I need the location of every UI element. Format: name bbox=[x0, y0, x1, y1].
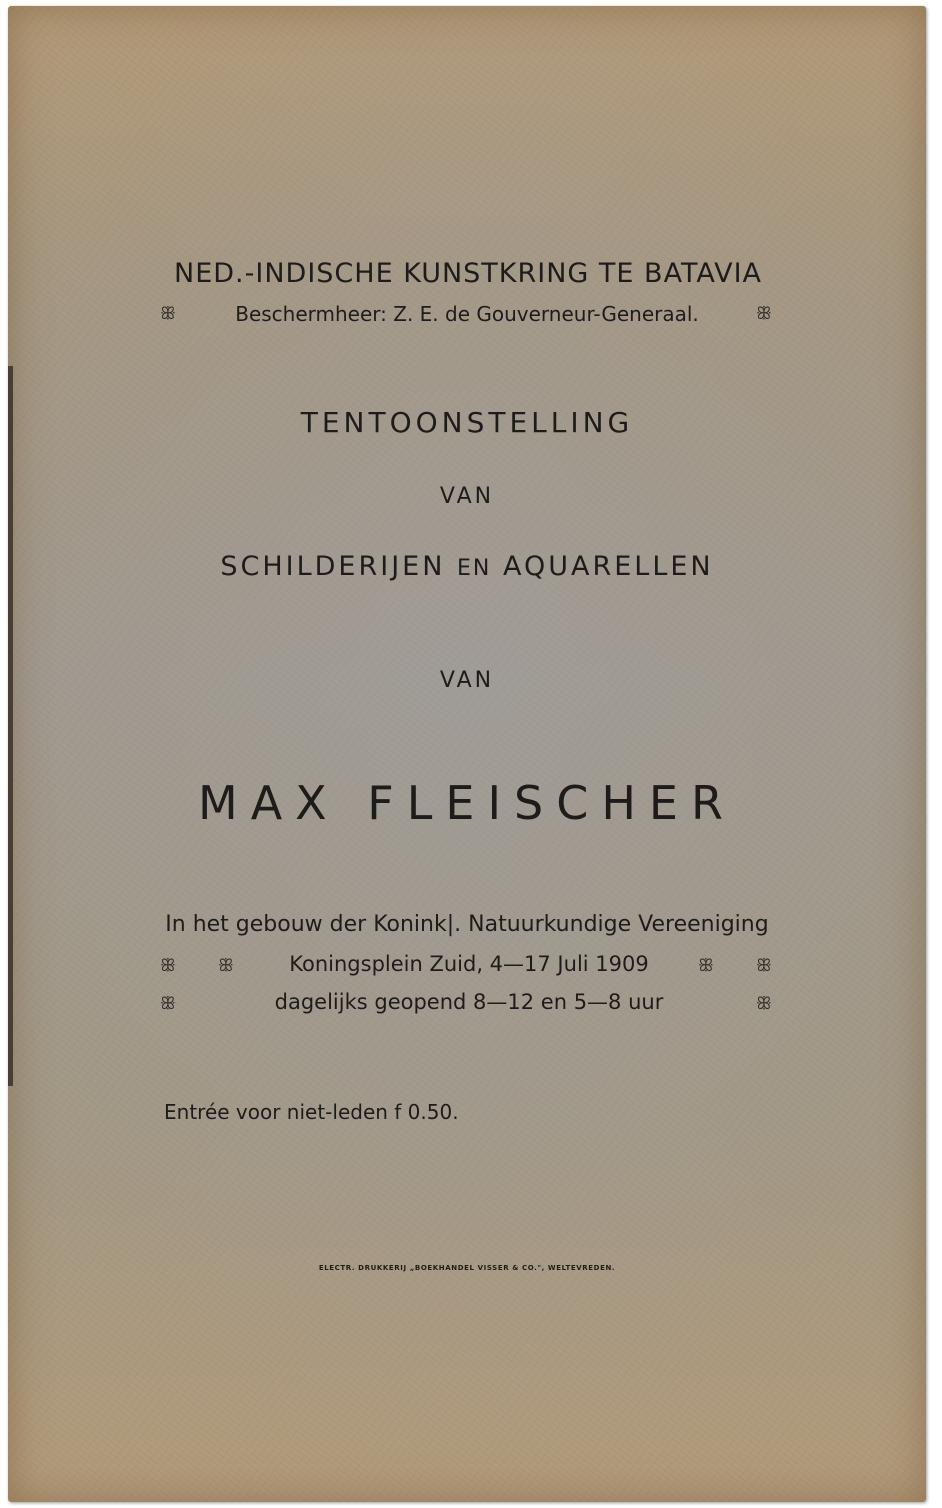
patron-text: Beschermheer: Z. E. de Gouverneur-Generaal. bbox=[235, 302, 699, 326]
admission-price: Entrée voor niet-leden f 0.50. bbox=[164, 1100, 459, 1124]
society-name: NED.-INDISCHE KUNSTKRING TE BATAVIA bbox=[174, 258, 762, 289]
works-title bbox=[8, 551, 926, 582]
clover-ornament-icon: ꕥ bbox=[160, 304, 176, 324]
location-dates-row bbox=[160, 952, 778, 982]
patron-line bbox=[160, 302, 780, 330]
works-watercolours: AQUARELLEN bbox=[502, 551, 714, 582]
printer-imprint: ELECTR. DRUKKERIJ „BOEKHANDEL VISSER & CO.", WELTEVREDEN. bbox=[318, 1264, 616, 1272]
opening-hours-row bbox=[160, 990, 778, 1020]
clover-ornament-icon: ꕥ bbox=[698, 956, 714, 976]
artist-name: MAX FLEISCHER bbox=[198, 776, 736, 830]
works-and: EN bbox=[457, 556, 492, 581]
clover-ornament-icon: ꕥ bbox=[160, 956, 176, 976]
exhibition-title: TENTOONSTELLING bbox=[300, 406, 634, 439]
location-dates: Koningsplein Zuid, 4—17 Juli 1909 bbox=[289, 952, 649, 976]
clover-ornament-icon: ꕥ bbox=[756, 994, 772, 1014]
clover-ornament-icon: ꕥ bbox=[218, 956, 234, 976]
opening-hours: dagelijks geopend 8—12 en 5—8 uur bbox=[274, 990, 664, 1014]
van-line-1: VAN bbox=[439, 484, 495, 509]
catalogue-cover bbox=[8, 6, 926, 1502]
binding-edge bbox=[8, 366, 13, 1086]
van-line-2: VAN bbox=[439, 668, 495, 693]
clover-ornament-icon: ꕥ bbox=[756, 304, 772, 324]
clover-ornament-icon: ꕥ bbox=[756, 956, 772, 976]
clover-ornament-icon: ꕥ bbox=[160, 994, 176, 1014]
venue-line: In het gebouw der Konink|. Natuurkundige Vereeniging bbox=[165, 912, 769, 937]
works-paintings: SCHILDERIJEN bbox=[220, 551, 446, 582]
